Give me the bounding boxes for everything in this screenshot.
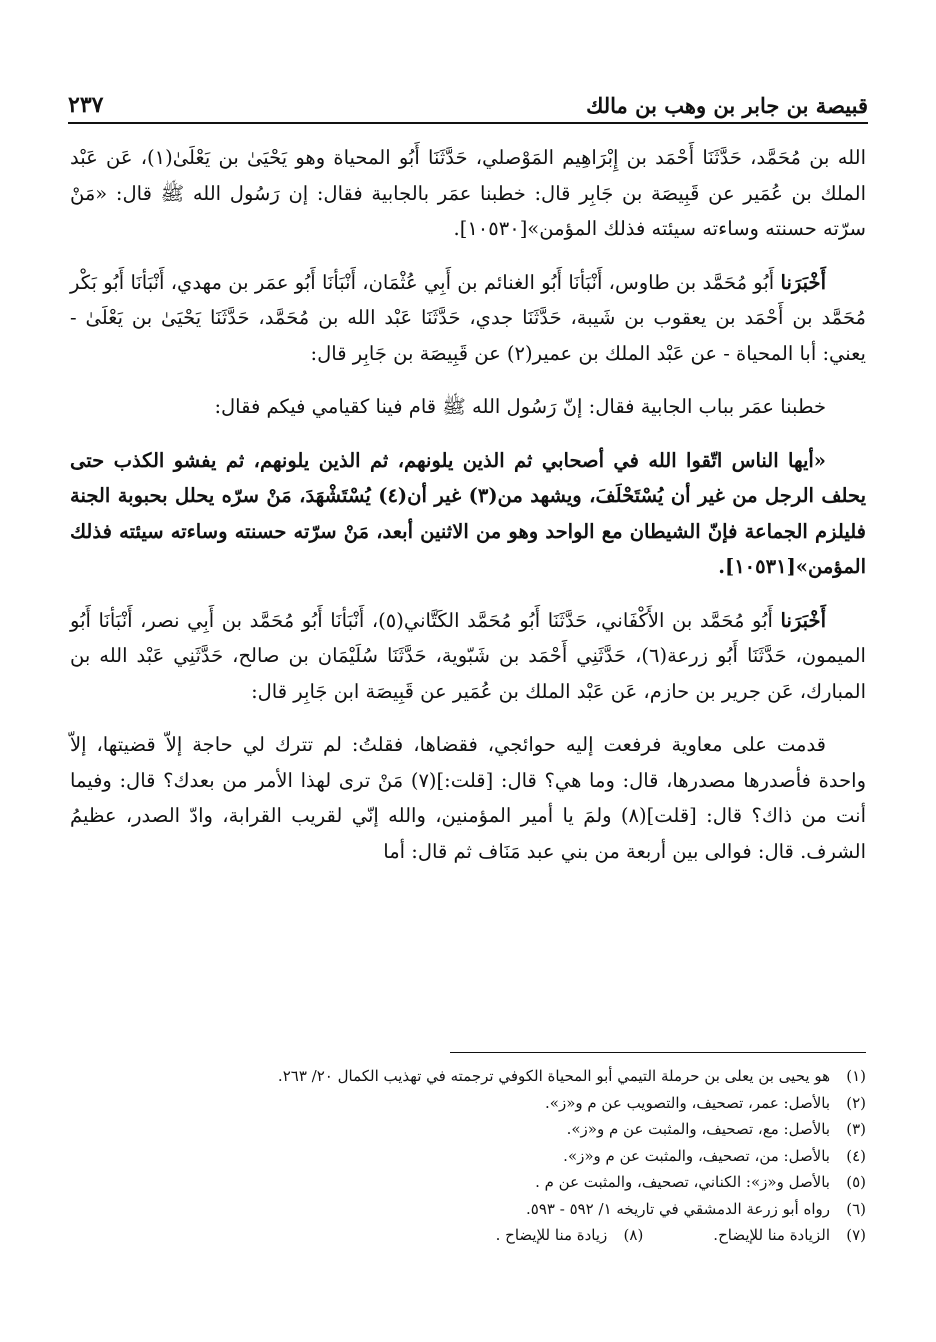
footnote-number: (٨) (623, 1226, 644, 1244)
paragraph (70, 265, 866, 372)
footnote-text: هو يحيى بن يعلى بن حرملة التيمي أبو المحياة الكوفي ترجمته في تهذيب الكمال ٢٠/ ٢٦٣. (277, 1067, 830, 1085)
footnote-number: (١) (846, 1067, 866, 1085)
footnote-number: (٥) (846, 1173, 866, 1191)
paragraph (70, 603, 866, 710)
paragraph: خطبنا عمَر بباب الجابية فقال: إنّ رَسُول الله ﷺ قام فينا كقيامي فيكم فقال: (214, 395, 826, 418)
footnote-text: بالأصل: من، تصحيف، والمثبت عن م و«ز». (563, 1146, 830, 1165)
footnote (70, 1222, 866, 1249)
paragraph: قدمت على معاوية فرفعت إليه حوائجي، فقضاها، فقلتُ: لم تترك لي حاجة إلاّ قضيتها، إلاّ واحدة فأصدرها مصدرها، قال: وما هي؟ قال: [قلت:](٧) مَنْ ترى لهذا الأمر من بعدك؟ قال: وفيما أنت من ذاك؟ قال: [قلت](٨) ولمَ يا أمير المؤمنين، والله إنّي لقريب القرابة، وادّ الصدر، عظيمُ الشرف. قال: فوالى بين أربعة من بني عبد مَنَاف ثم قال: أما (70, 733, 866, 863)
footnote-text: بالأصل: عمر، تصحيف، والتصويب عن م و«ز». (545, 1093, 830, 1112)
footnote (70, 1063, 866, 1090)
running-header (68, 78, 868, 124)
footnote-text: زيادة منا للإيضاح . (495, 1226, 608, 1244)
footnote-number: (٧) (846, 1226, 866, 1244)
page-number: ٢٣٧ (68, 92, 104, 118)
footnote-number: (٣) (846, 1120, 866, 1138)
paragraph-text: أَبُو مُحَمَّد بن طاوس، أَنْبَأنَا أَبُو الغنائم بن أَبِي عُثْمَان، أَنْبَأنَا أَبُو عمَر بن مهدي، أَنْبَأنَا أَبُو بَكْر مُحَمَّد بن أَحْمَد بن يعقوب بن شَيبة، حَدَّثَنَا جدي، حَدَّثَنَا عَبْد الله بن مُحَمَّد، حَدَّثَنَا يَحْيَىٰ بن يَعْلَىٰ - يعني: أبا المحياة - عن عَبْد الملك بن عمير(٢) عن قَبِيصَة بن جَابِر قال: (70, 270, 866, 365)
isnad-lead: أَخْبَرَنا (780, 270, 826, 294)
paragraph-text: أَبُو مُحَمَّد بن الأَكْفَاني، حَدَّثَنَا أَبُو مُحَمَّد الكَتَّاني(٥)، أَنْبَأنَا أَبُو مُحَمَّد بن أَبِي نصر، أَنْبَأنَا أَبُو الميمون، حَدَّثَنَا أَبُو زرعة(٦)، حَدَّثَنِي أَحْمَد بن شَبّوية، حَدَّثَنَا سُلَيْمَان بن صالح، حَدَّثَنِي عَبْد الله بن المبارك، عَن جرير بن حازم، عَن عَبْد الملك بن عُمَير عن قَبِيصَة ابن جَابِر قال: (70, 608, 866, 703)
footnote-number: (٦) (846, 1199, 866, 1218)
isnad-lead: أَخْبَرَنا (780, 608, 826, 632)
footnote (70, 1090, 866, 1117)
paragraph: الله بن مُحَمَّد، حَدَّثَنَا أَحْمَد بن إِبْرَاهِيم المَوْصلي، حَدَّثَنَا أَبُو المحياة وهو يَحْيَىٰ بن يَعْلَىٰ(١)، عَن عَبْد الملك بن عُمَير عن قَبِيصَة بن جَابِر قال: خطبنا عمَر بالجابية فقال: إن رَسُول الله ﷺ قال: «مَنْ سرّته حسنته وساءته سيئته فذلك المؤمن»[١٠٥٣٠]. (70, 146, 866, 240)
footnote (70, 1116, 866, 1143)
footnote-text: الزيادة منا للإيضاح. (713, 1226, 830, 1244)
footnote-divider (450, 1052, 866, 1053)
footnote-number: (٢) (846, 1093, 866, 1112)
main-text (70, 140, 866, 887)
footnote (70, 1196, 866, 1223)
footnote-text: بالأصل: مع، تصحيف، والمثبت عن م و«ز». (566, 1120, 830, 1138)
footnote-number: (٤) (846, 1146, 866, 1165)
header-title: قبيصة بن جابر بن وهب بن مالك (586, 93, 868, 118)
footnote-text: رواه أبو زرعة الدمشقي في تاريخه ١/ ٥٩٢ - ٥٩٣. (526, 1199, 830, 1218)
footnotes (70, 1063, 866, 1249)
footnote-text: بالأصل و«ز»: الكناني، تصحيف، والمثبت عن م . (535, 1173, 830, 1191)
footnote (70, 1169, 866, 1196)
hadith-quote: «أيها الناس اتّقوا الله في أصحابي ثم الذين يلونهم، ثم الذين يلونهم، ثم يفشو الكذب حتى يحلف الرجل من غير أن يُسْتَحْلَفَ، ويشهد من(٣) غير أن(٤) يُسْتَشْهَدَ، مَنْ سرّه يحلل بحبوبة الجنة فليلزم الجماعة فإنّ الشيطان مع الواحد وهو من الاثنين أبعد، مَنْ سرّته حسنته وساءته سيئته فذلك المؤمن»[١٠٥٣١]. (70, 448, 867, 578)
footnote (70, 1143, 866, 1170)
